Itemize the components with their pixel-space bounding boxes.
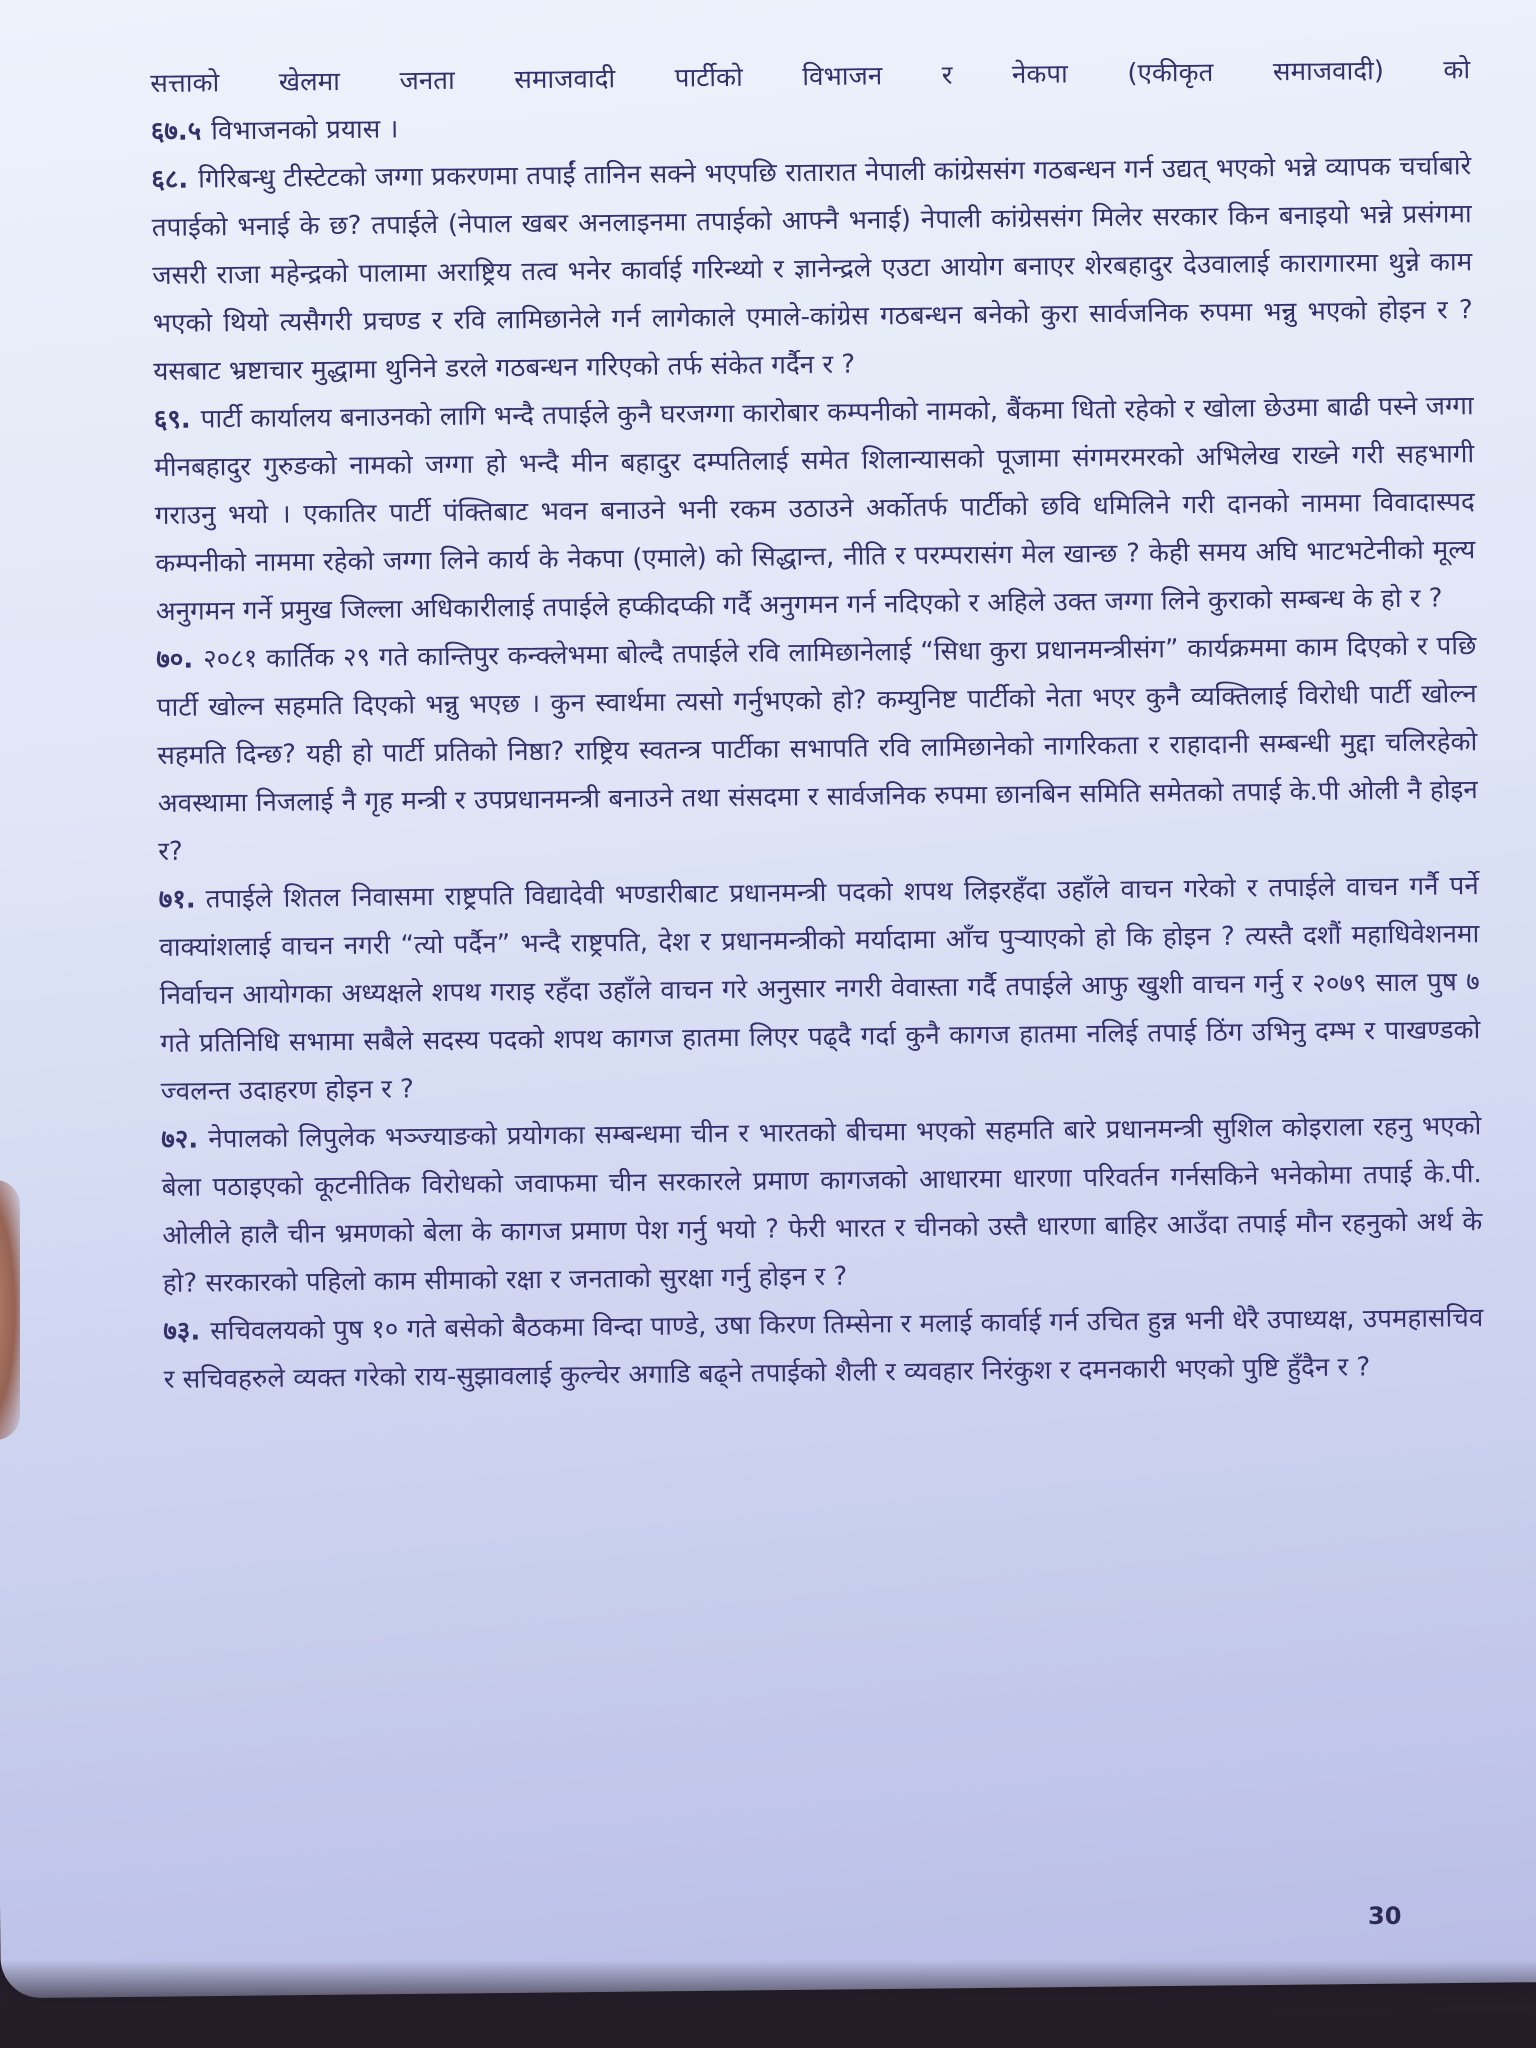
- paragraph-number: ७३.: [163, 1316, 201, 1347]
- paragraph-number: ७२.: [161, 1124, 199, 1155]
- paragraph-72: [161, 1102, 1483, 1308]
- paragraph-text: गिरिबन्धु टीस्टेटको जग्गा प्रकरणमा तपाईं तानिन सक्ने भएपछि रातारात नेपाली कांग्रेससंग गठबन्धन गर्न उद्यत् भएको भन्ने व्यापक चर्चाबारे तपाईको भनाई के छ? तपाईले (नेपाल खबर अनलाइनमा तपाईको आफ्नै भनाई) नेपाली कांग्रेससंग मिलेर सरकार किन बनाइयो भन्ने प्रसंगमा जसरी राजा महेन्द्रको पालामा अराष्ट्रिय तत्व भनेर कार्वाई गरिन्थ्यो र ज्ञानेन्द्रले एउटा आयोग बनाएर शेरबहादुर देउवालाई कारागारमा थुन्ने काम भएको थियो त्यसैगरी प्रचण्ड र रवि लामिछानेले गर्न लागेकाले एमाले-कांग्रेस गठबन्धन बनेको कुरा सार्वजनिक रुपमा भन्नु भएको होइन र ? यसबाट भ्रष्टाचार मुद्धामा थुनिने डरले गठबन्धन गरिएको तर्फ संकेत गर्दैन र ?: [151, 151, 1473, 387]
- paragraph-number: ६९.: [153, 404, 191, 435]
- page-number: 30: [1368, 1902, 1402, 1930]
- paragraph-text: विभाजनको प्रयास ।: [211, 114, 399, 147]
- paragraph-text: २०८१ कार्तिक २९ गते कान्तिपुर कन्क्लेभमा बोल्दै तपाईले रवि लामिछानेलाई “सिधा कुरा प्रधानमन्त्रीसंग” कार्यक्रममा काम दिएको र पछि पार्टी खोल्न सहमति दिएको भन्नु भएछ । कुन स्वार्थमा त्यसो गर्नुभएको हो? कम्युनिष्ट पार्टीको नेता भएर कुनै व्यक्तिलाई विरोधी पार्टी खोल्न सहमति दिन्छ? यही हो पार्टी प्रतिको निष्ठा? राष्ट्रिय स्वतन्त्र पार्टीका सभापति रवि लामिछानेको नागरिकता र राहादानी सम्बन्धी मुद्दा चलिरहेको अवस्थामा निजलाई नै गृह मन्त्री र उपप्रधानमन्त्री बनाउने तथा संसदमा र सार्वजनिक रुपमा छानबिन समिति समेतको तपाई के.पी ओली नै होइन र?: [156, 631, 1478, 867]
- paragraph-71: [159, 862, 1481, 1116]
- paragraph-68: [151, 142, 1473, 396]
- thumb: [0, 1180, 20, 1440]
- paragraph-text: सचिवलयको पुष १० गते बसेको बैठकमा विन्दा पाण्डे, उषा किरण तिम्सेना र मलाई कार्वाई गर्न उचित हुन्न भनी धेरै उपाध्यक्ष, उपमहासचिव र सचिवहरुले व्यक्त गरेको राय-सुझावलाई कुल्चेर अगाडि बढ्ने तपाईको शैली र व्यवहार निरंकुश र दमनकारी भएको पुष्टि हुँदैन र ?: [163, 1303, 1484, 1395]
- paragraph-number: ६८.: [151, 164, 189, 195]
- paragraph-69: [154, 382, 1476, 636]
- header-line: सत्ताको खेलमा जनता समाजवादी पार्टीको विभाजन र नेकपा (एकीकृत समाजवादी) को: [150, 55, 1471, 99]
- paragraph-number: ७१.: [158, 884, 196, 915]
- paragraph-number: ६७.५: [150, 116, 202, 147]
- paragraph-number: ७०.: [156, 644, 194, 675]
- paragraph-text: पार्टी कार्यालय बनाउनको लागि भन्दै तपाईले कुनै घरजग्गा कारोबार कम्पनीको नामको, बैंकमा धितो रहेको र खोला छेउमा बाढी पस्ने जग्गा मीनबहादुर गुरुङको नामको जग्गा हो भन्दै मीन बहादुर दम्पतिलाई समेत शिलान्यासको पूजामा संगमरमरको अभिलेख राख्ने गरी सहभागी गराउनु भयो । एकातिर पार्टी पंक्तिबाट भवन बनाउने भनी रकम उठाउने अर्कोतर्फ पार्टीको छवि धमिलिने गरी दानको नाममा विवादास्पद कम्पनीको नाममा रहेको जग्गा लिने कार्य के नेकपा (एमाले) को सिद्धान्त, नीति र परम्परासंग मेल खान्छ ? केही समय अघि भाटभटेनीको मूल्य अनुगमन गर्ने प्रमुख जिल्ला अधिकारीलाई तपाईले हप्कीदप्की गर्दै अनुगमन गर्न नदिएको र अहिले उक्त जग्गा लिने कुराको सम्बन्ध के हो र ?: [154, 391, 1476, 627]
- page-content: [150, 46, 1484, 1404]
- paragraph-text: नेपालको लिपुलेक भञ्ज्याङको प्रयोगका सम्बन्धमा चीन र भारतको बीचमा भएको सहमति बारे प्रधानमन्त्री सुशिल कोइराला रहनु भएको बेला पठाइएको कूटनीतिक विरोधको जवाफमा चीन सरकारले प्रमाण कागजको आधारमा धारणा परिवर्तन गर्नसकिने भनेकोमा तपाई के.पी. ओलीले हालै चीन भ्रमणको बेला के कागज प्रमाण पेश गर्नु भयो ? फेरी भारत र चीनको उस्तै धारणा बाहिर आउँदा तपाई मौन रहनुको अर्थ के हो? सरकारको पहिलो काम सीमाको रक्षा र जनताको सुरक्षा गर्नु होइन र ?: [161, 1111, 1483, 1299]
- table-surface: [0, 1960, 1536, 2048]
- paragraph-70: [156, 622, 1478, 876]
- paragraph-text: तपाईले शितल निवासमा राष्ट्रपति विद्यादेवी भण्डारीबाट प्रधानमन्त्री पदको शपथ लिइरहँदा उहाँले वाचन गरेको र तपाईले वाचन गर्नै पर्ने वाक्यांशलाई वाचन नगरी “त्यो पर्दैन” भन्दै राष्ट्रपति, देश र प्रधानमन्त्रीको मर्यादामा आँच पुऱ्याएको हो कि होइन ? त्यस्तै दशौं महाधिवेशनमा निर्वाचन आयोगका अध्यक्षले शपथ गराइ रहँदा उहाँले वाचन गरे अनुसार नगरी वेवास्ता गर्दै तपाईले आफु खुशी वाचन गर्नु र २०७९ साल पुष ७ गते प्रतिनिधि सभामा सबैले सदस्य पदको शपथ कागज हातमा लिएर पढ्दै गर्दा कुनै कागज हातमा नलिई तपाई ठिंग उभिनु दम्भ र पाखण्डको ज्वलन्त उदाहरण होइन र ?: [159, 871, 1481, 1107]
- paragraph-73: [163, 1294, 1484, 1404]
